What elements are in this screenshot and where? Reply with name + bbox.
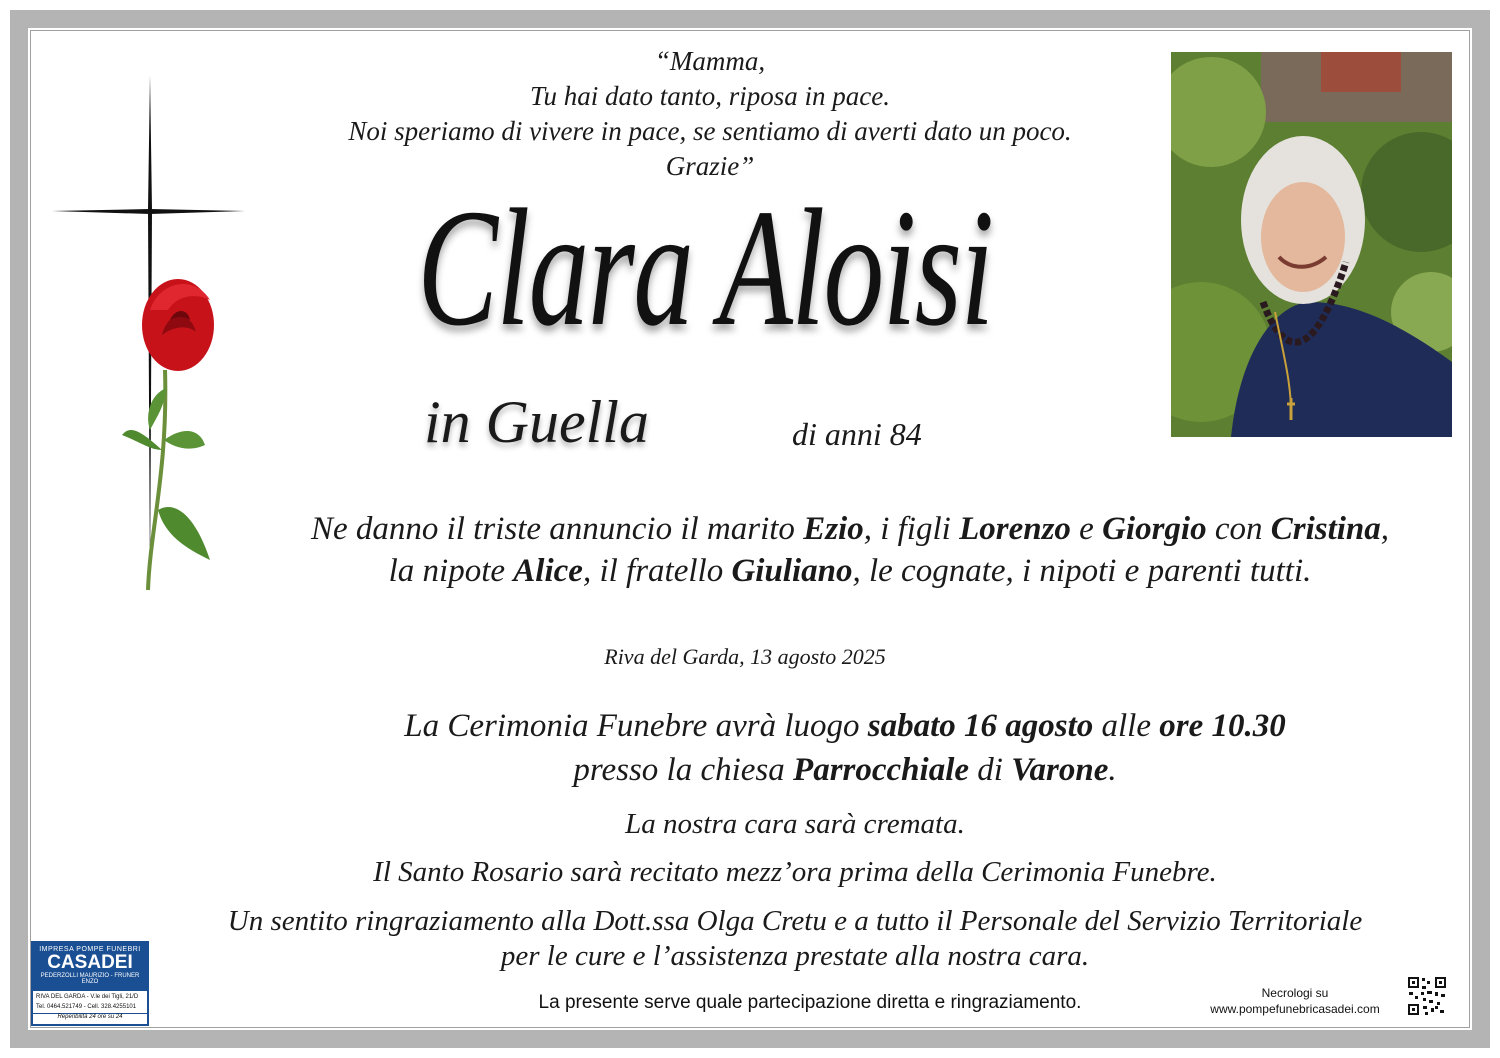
text-run: e bbox=[1070, 511, 1103, 547]
website-url[interactable]: www.pompefunebricasadei.com bbox=[1210, 1002, 1380, 1016]
announcement bbox=[230, 508, 1470, 592]
text-run: , i figli bbox=[863, 511, 960, 547]
text-run: alle bbox=[1093, 708, 1160, 744]
thanks-line: Un sentito ringraziamento alla Dott.ssa Olga Cretu e a tutto il Personale del Servizio Territoriale bbox=[227, 905, 1363, 937]
text-run: , il fratello bbox=[582, 553, 732, 589]
son-name: Giorgio bbox=[1102, 511, 1207, 547]
deceased-name: Clara Aloisi bbox=[417, 175, 993, 361]
text-run: di bbox=[969, 752, 1012, 788]
deceased-age: di anni 84 bbox=[792, 416, 922, 452]
rosary-note: Il Santo Rosario sarà recitato mezz’ora prima della Cerimonia Funebre. bbox=[373, 856, 1217, 888]
text-run: , le cognate, i nipoti e parenti tutti. bbox=[852, 553, 1312, 589]
website-label: Necrologi su bbox=[1261, 986, 1329, 1000]
footer-note: La presente serve quale partecipazione diretta e ringraziamento. bbox=[538, 992, 1082, 1013]
logo-address: RIVA DEL GARDA - V.le dei Tigli, 21/D bbox=[36, 994, 139, 1000]
text-run: presso la chiesa bbox=[573, 752, 794, 788]
logo-owners: PEDERZOLLI MAURIZIO - FRUNER ENZO bbox=[40, 973, 140, 985]
quote-line: Grazie” bbox=[665, 151, 755, 181]
text-run: Ne danno il triste annuncio il marito bbox=[310, 511, 804, 547]
quote-line: “Mamma, bbox=[654, 46, 766, 76]
funeral-home-logo bbox=[31, 941, 149, 1026]
church-name: Parrocchiale bbox=[793, 752, 970, 788]
married-name: in Guella bbox=[424, 389, 649, 455]
announcement-line-2 bbox=[230, 550, 1470, 592]
husband-name: Ezio bbox=[803, 511, 864, 547]
ceremony-time: ore 10.30 bbox=[1159, 708, 1286, 744]
text-run: . bbox=[1108, 752, 1117, 788]
son-name: Lorenzo bbox=[959, 511, 1071, 547]
text-run: con bbox=[1206, 511, 1271, 547]
announcement-line-1 bbox=[230, 508, 1470, 550]
ceremony-line-1 bbox=[250, 704, 1440, 748]
granddaughter-name: Alice bbox=[513, 553, 583, 589]
church-location: Varone bbox=[1011, 752, 1109, 788]
cremation-note: La nostra cara sarà cremata. bbox=[625, 808, 965, 840]
relative-name: Cristina bbox=[1270, 511, 1381, 547]
quote-block bbox=[220, 44, 1200, 184]
thanks-line: per le cure e l’assistenza prestate alla nostra cara. bbox=[500, 940, 1090, 972]
logo-header bbox=[33, 943, 147, 991]
logo-phones: Tel. 0464.521749 - Cell. 328.4255101 bbox=[36, 1004, 137, 1010]
quote-line: Noi speriamo di vivere in pace, se sentiamo di averti dato un poco. bbox=[348, 116, 1072, 146]
portrait-photo bbox=[1171, 52, 1452, 437]
qr-code-icon[interactable] bbox=[1407, 976, 1447, 1016]
text-run: , bbox=[1380, 511, 1390, 547]
logo-tagline: IMPRESA POMPE FUNEBRI bbox=[39, 946, 141, 953]
thanks-note bbox=[140, 904, 1450, 974]
logo-availability: Reperibilità 24 ore su 24 bbox=[33, 1013, 147, 1020]
quote-line: Tu hai dato tanto, riposa in pace. bbox=[529, 81, 891, 111]
text-run: la nipote bbox=[388, 553, 514, 589]
place-date: Riva del Garda, 13 agosto 2025 bbox=[604, 644, 886, 669]
text-run: La Cerimonia Funebre avrà luogo bbox=[404, 708, 868, 744]
ceremony-date: sabato 16 agosto bbox=[867, 708, 1094, 744]
ceremony-info bbox=[250, 704, 1440, 792]
brother-name: Giuliano bbox=[731, 553, 853, 589]
rose-icon bbox=[122, 279, 214, 590]
website-block bbox=[1190, 985, 1400, 1017]
logo-brand: CASADEI bbox=[47, 952, 133, 973]
ceremony-line-2 bbox=[250, 748, 1440, 792]
